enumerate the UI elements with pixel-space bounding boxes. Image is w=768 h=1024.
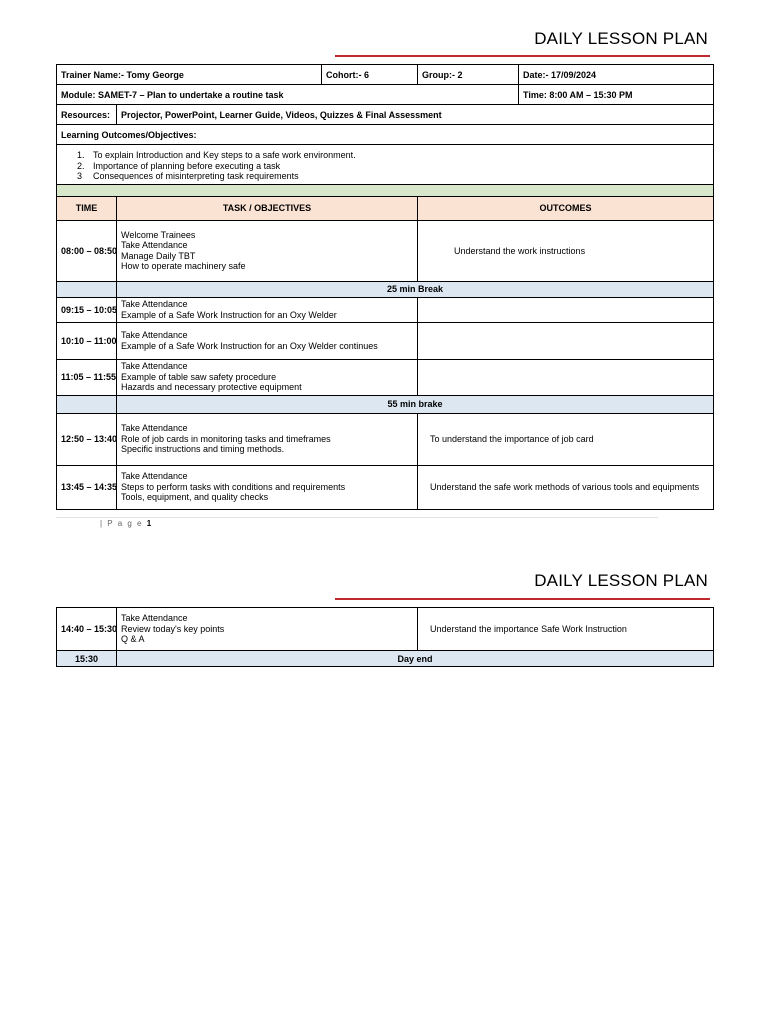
- break-row: [57, 395, 714, 413]
- time-range: Time: 8:00 AM – 15:30 PM: [519, 85, 714, 105]
- task-cell: Take Attendance Example of a Safe Work Instruction for an Oxy Welder continues: [117, 322, 418, 359]
- end-time: 15:30: [57, 651, 117, 667]
- outcome-cell: To understand the importance of job card: [418, 413, 714, 465]
- title-underline: [335, 598, 710, 600]
- break-label: 55 min brake: [117, 395, 714, 413]
- time-slot: 08:00 – 08:50: [57, 220, 117, 281]
- table-row: [57, 359, 714, 395]
- task-cell: [117, 465, 418, 509]
- task-cell: Take Attendance Role of job cards in monitoring tasks and timeframes Specific instructions and timing methods.: [117, 413, 418, 465]
- outcomes-label: Learning Outcomes/Objectives:: [57, 125, 714, 145]
- day-end-label: Day end: [117, 651, 714, 667]
- trainer-name: Trainer Name:- Tomy George: [57, 65, 322, 85]
- task-cell: Take Attendance Review today's key points Q & A: [117, 608, 418, 651]
- objective-item: 2. Importance of planning before executing a task: [77, 160, 281, 171]
- table-row: [57, 322, 714, 359]
- page-title: DAILY LESSON PLAN: [534, 29, 708, 48]
- outcome-cell: Understand the safe work methods of various tools and equipments: [418, 465, 714, 509]
- day-end-row: [57, 651, 714, 667]
- objective-item: 1. To explain Introduction and Key steps to a safe work environment.: [77, 150, 356, 160]
- page-number: | P a g e 1: [100, 519, 153, 528]
- footer-divider: [56, 517, 658, 518]
- outcome-cell: Understand the work instructions: [418, 220, 714, 281]
- resources-label: Resources:: [57, 105, 117, 125]
- task-line: Take Attendance: [121, 471, 188, 482]
- table-row: [57, 608, 714, 651]
- outcome-cell: [418, 297, 714, 322]
- lesson-plan-table: [56, 64, 714, 510]
- col-head-task: TASK / OBJECTIVES: [117, 196, 418, 220]
- outcome-cell: Understand the importance Safe Work Instruction: [418, 608, 714, 651]
- table-row: [57, 297, 714, 322]
- objectives-list: [57, 145, 714, 185]
- outcome-cell: [418, 322, 714, 359]
- cohort: Cohort:- 6: [322, 65, 418, 85]
- date: Date:- 17/09/2024: [519, 65, 714, 85]
- col-head-time: TIME: [57, 196, 117, 220]
- objective-item: 3 Consequences of misinterpreting task requirements: [77, 171, 299, 181]
- title-underline: [335, 55, 710, 57]
- break-row: [57, 281, 714, 297]
- table-row: [57, 465, 714, 509]
- time-slot: 11:05 – 11:55: [57, 359, 117, 395]
- time-slot: 10:10 – 11:00: [57, 322, 117, 359]
- table-row: [57, 413, 714, 465]
- col-head-outcomes: OUTCOMES: [418, 196, 714, 220]
- table-row: [57, 220, 714, 281]
- task-line: Tools, equipment, and quality checks: [121, 492, 269, 503]
- task-cell: Take Attendance Example of table saw safety procedure Hazards and necessary protective equipment: [117, 359, 418, 395]
- task-line: Steps to perform tasks with conditions and requirements: [121, 481, 346, 492]
- resources: Projector, PowerPoint, Learner Guide, Videos, Quizzes & Final Assessment: [117, 105, 714, 125]
- time-slot: 14:40 – 15:30: [57, 608, 117, 651]
- module: Module: SAMET-7 – Plan to undertake a routine task: [57, 85, 519, 105]
- time-slot: 12:50 – 13:40: [57, 413, 117, 465]
- time-slot: 09:15 – 10:05: [57, 297, 117, 322]
- break-label: 25 min Break: [117, 281, 714, 297]
- group: Group:- 2: [418, 65, 519, 85]
- outcome-cell: [418, 359, 714, 395]
- task-cell: Welcome Trainees Take Attendance Manage Daily TBT How to operate machinery safe: [117, 220, 418, 281]
- section-divider: [57, 184, 714, 196]
- task-cell: Take Attendance Example of a Safe Work Instruction for an Oxy Welder: [117, 297, 418, 322]
- page-title: DAILY LESSON PLAN: [534, 571, 708, 590]
- time-slot: 13:45 – 14:35: [57, 465, 117, 509]
- lesson-plan-table-continued: [56, 607, 714, 667]
